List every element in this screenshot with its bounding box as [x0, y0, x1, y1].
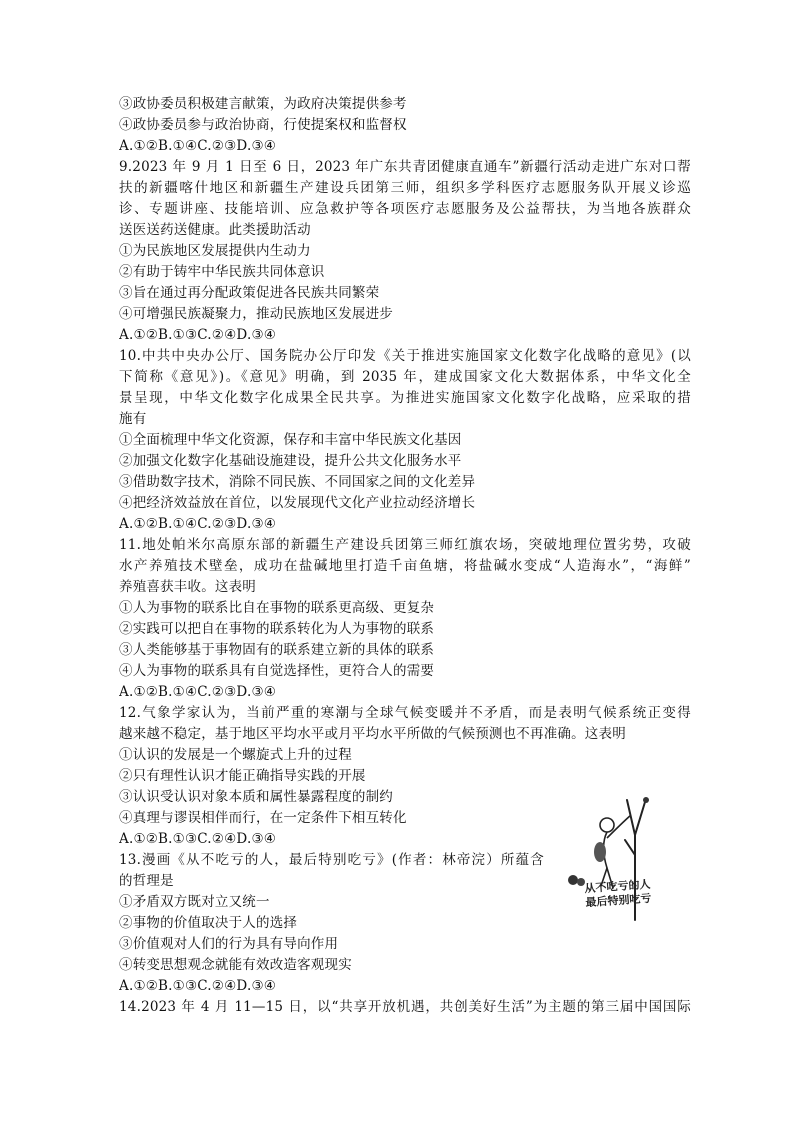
- question-9-stem: 扶的新疆喀什地区和新疆生产建设兵团第三师，组织多学科医疗志愿服务队开展义诊巡: [119, 180, 691, 196]
- option-line: ③政协委员积极建言献策，为政府决策提供参考: [119, 96, 407, 112]
- option-line: ②事物的价值取决于人的选择: [119, 915, 298, 931]
- option-line: ①人为事物的联系比自在事物的联系更高级、更复杂: [119, 600, 435, 616]
- answer-choices: A.①②B.①④C.②③D.③④: [119, 516, 277, 532]
- option-line: ①全面梳理中华文化资源，保存和丰富中华民族文化基因: [119, 432, 462, 448]
- question-11-stem: 11.地处帕米尔高原东部的新疆生产建设兵团第三师红旗农场，突破地理位置劣势，攻破: [119, 537, 691, 553]
- option-line: ②只有理性认识才能正确指导实践的开展: [119, 768, 366, 784]
- option-line: ②有助于铸牢中华民族共同体意识: [119, 264, 325, 280]
- answer-choices: A.①②B.①③C.②④D.③④: [119, 831, 277, 847]
- question-12-stem: 越来越不稳定，基于地区平均水平或月平均水平所做的气候预测也不再准确。这表明: [119, 726, 626, 742]
- cartoon-caption: [584, 878, 652, 911]
- question-12-stem: 12.气象学家认为，当前严重的寒潮与全球气候变暖并不矛盾，而是表明气候系统正变得: [119, 705, 691, 721]
- cartoon-caption-line: 从不吃亏的人: [584, 877, 651, 896]
- answer-choices: A.①②B.①④C.②③D.③④: [119, 684, 277, 700]
- option-line: ③旨在通过再分配政策促进各民族共同繁荣: [119, 285, 380, 301]
- answer-choices: A.①②B.①③C.②④D.③④: [119, 327, 277, 343]
- question-10-stem: 施有: [119, 411, 147, 427]
- option-line: ①矛盾双方既对立又统一: [119, 894, 270, 910]
- answer-choices: A.①②B.①③C.②④D.③④: [119, 978, 277, 994]
- option-line: ②实践可以把自在事物的联系转化为人为事物的联系: [119, 621, 435, 637]
- option-line: ④人为事物的联系具有自觉选择性，更符合人的需要: [119, 663, 435, 679]
- question-10-stem: 10.中共中央办公厅、国务院办公厅印发《关于推进实施国家文化数字化战略的意见》(以: [119, 348, 691, 364]
- option-line: ④真理与谬误相伴而行，在一定条件下相互转化: [119, 810, 407, 826]
- question-13-stem: 13.漫画《从不吃亏的人，最后特别吃亏》(作者：林帝浣）所蕴含: [119, 852, 544, 868]
- option-line: ③认识受认识对象本质和属性暴露程度的制约: [119, 789, 393, 805]
- option-line: ④可增强民族凝聚力，推动民族地区发展进步: [119, 306, 393, 322]
- question-14-stem: 14.2023 年 4 月 11—15 日，以“共享开放机遇，共创美好生活”为主题的第三届中国国际: [119, 999, 691, 1015]
- question-13-stem: 的哲理是: [119, 873, 174, 889]
- question-9-stem: 送医送药送健康。此类援助活动: [119, 222, 311, 238]
- option-line: ①为民族地区发展提供内生动力: [119, 243, 311, 259]
- option-line: ③借助数字技术，消除不同民族、不同国家之间的文化差异: [119, 474, 476, 490]
- option-line: ④转变思想观念就能有效改造客观现实: [119, 957, 352, 973]
- cartoon-caption-line: 最后特别吃亏: [585, 891, 652, 910]
- question-10-stem: 景呈现，中华文化数字化成果全民共享。为推进实施国家文化数字化战略，应采取的措: [119, 390, 691, 406]
- question-9-stem: 9.2023 年 9 月 1 日至 6 日，2023 年广东共青团健康直通车”新疆行活动走进广东对口帮: [119, 159, 691, 175]
- answer-choices: A.①②B.①④C.②③D.③④: [119, 138, 277, 154]
- question-11-stem: 养殖喜获丰收。这表明: [119, 579, 256, 595]
- option-line: ③价值观对人们的行为具有导向作用: [119, 936, 339, 952]
- option-line: ②加强文化数字化基础设施建设，提升公共文化服务水平: [119, 453, 462, 469]
- option-line: ④政协委员参与政治协商，行使提案权和监督权: [119, 117, 407, 133]
- question-9-stem: 诊、专题讲座、技能培训、应急救护等各项医疗志愿服务及公益帮扶，为当地各族群众: [119, 201, 691, 217]
- question-11-stem: 水产养殖技术壁垒，成功在盐碱地里打造千亩鱼塘，将盐碱水变成“人造海水”，“海鲜”: [119, 558, 691, 574]
- option-line: ①认识的发展是一个螺旋式上升的过程: [119, 747, 352, 763]
- option-line: ③人类能够基于事物固有的联系建立新的具体的联系: [119, 642, 435, 658]
- option-line: ④把经济效益放在首位，以发展现代文化产业拉动经济增长: [119, 495, 476, 511]
- question-10-stem: 下简称《意见》)。《意见》明确，到 2035 年，建成国家文化大数据体系，中华文化全: [119, 369, 691, 385]
